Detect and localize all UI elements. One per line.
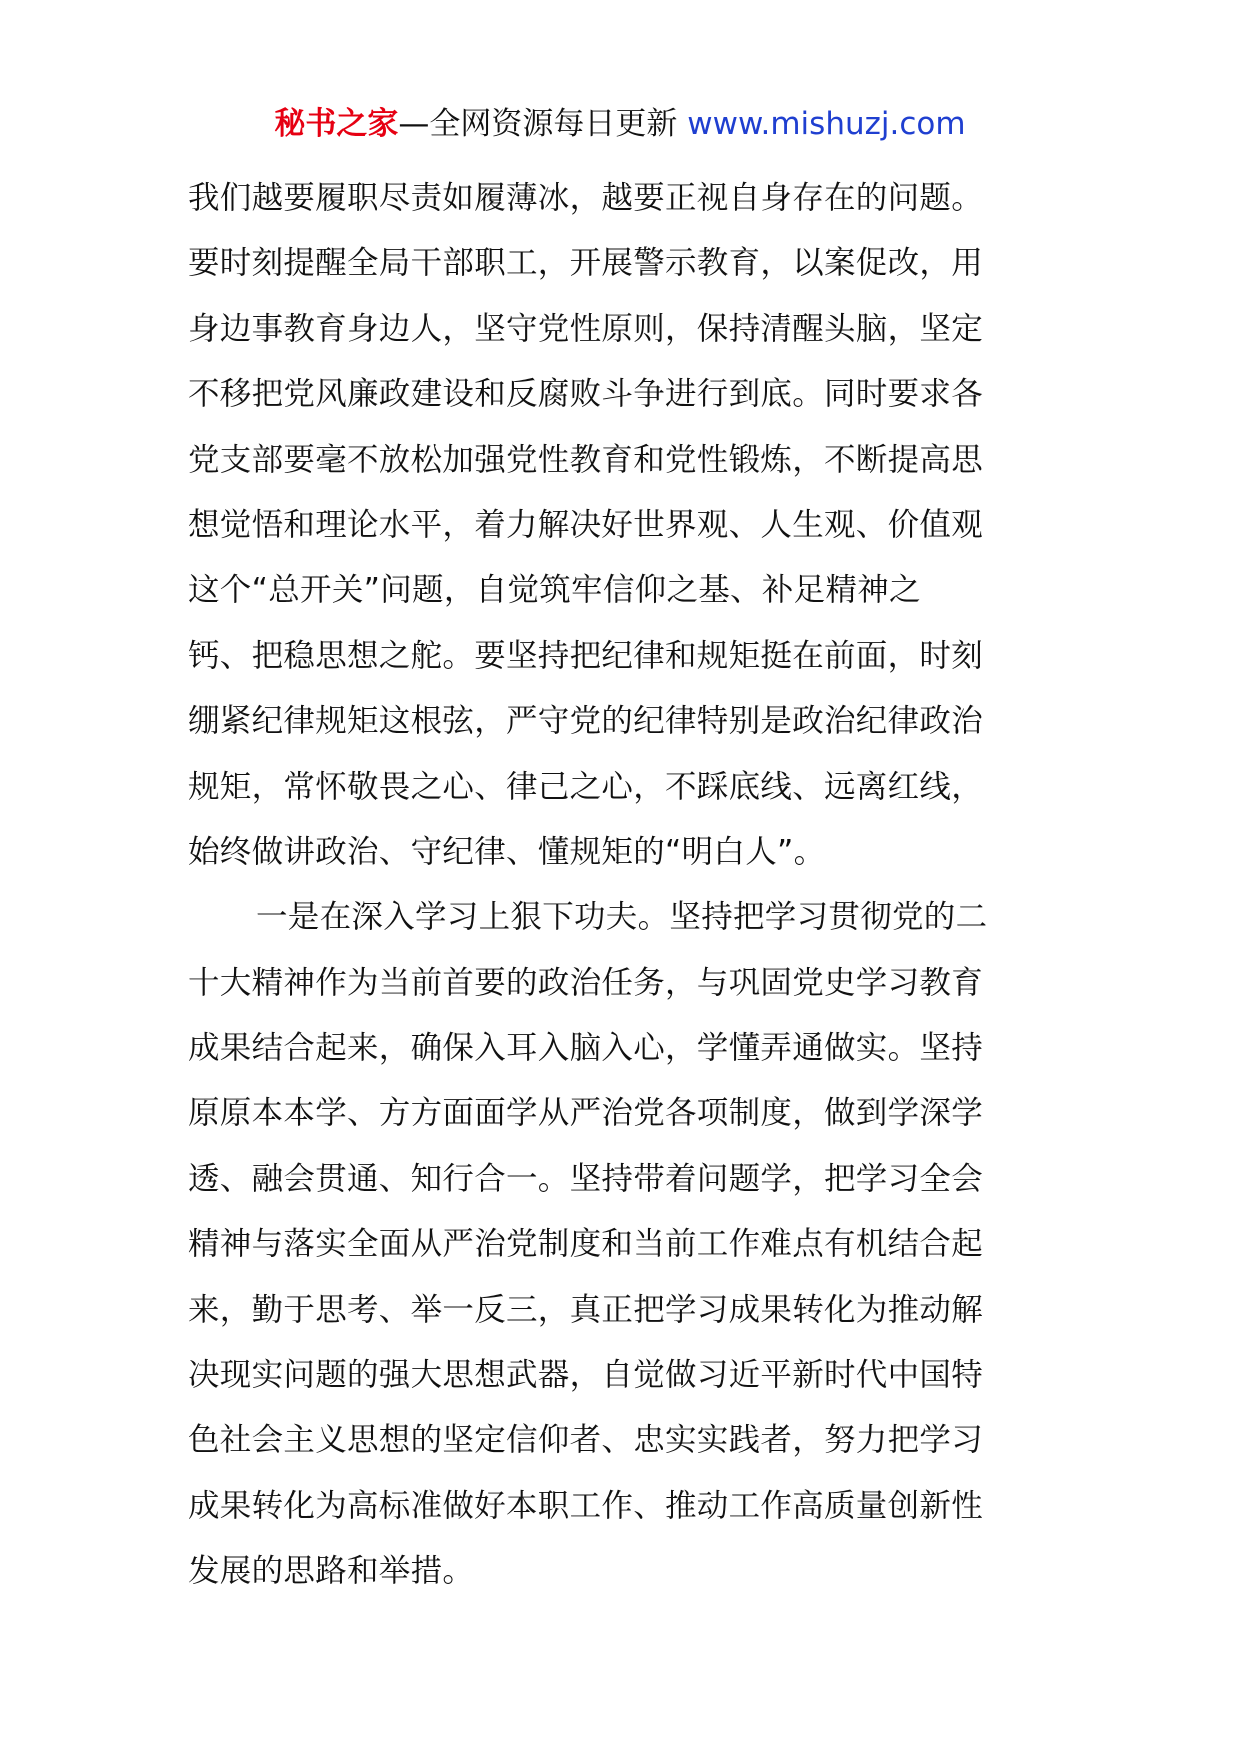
paragraph-2: [188, 885, 1060, 1604]
text-line: 想觉悟和理论水平，着力解决好世界观、人生观、价值观: [188, 506, 984, 543]
header-url-link[interactable]: www.mishuzj.com: [687, 106, 966, 142]
header-brand: 秘书之家: [274, 106, 399, 142]
text-line: 一是在深入学习上狠下功夫。坚持把学习贯彻党的二: [256, 899, 988, 936]
text-line: 我们越要履职尽责如履薄冰，越要正视自身存在的问题。: [188, 180, 984, 216]
text-line: 色社会主义思想的坚定信仰者、忠实实践者，努力把学习: [188, 1422, 984, 1459]
text-line: 钙、把稳思想之舵。要坚持把纪律和规矩挺在前面，时刻: [188, 637, 984, 674]
text-line: 发展的思路和举措。: [188, 1553, 475, 1590]
text-line: 透、融会贯通、知行合一。坚持带着问题学，把学习全会: [188, 1160, 984, 1197]
header-slogan: —全网资源每日更新: [398, 106, 688, 142]
paragraph-1: [188, 166, 1060, 885]
text-line: 十大精神作为当前首要的政治任务，与巩固党史学习教育: [188, 964, 984, 1001]
text-line: 来，勤于思考、举一反三，真正把学习成果转化为推动解: [188, 1291, 984, 1328]
page-header: [0, 102, 1240, 146]
text-line: 身边事教育身边人，坚守党性原则，保持清醒头脑，坚定: [188, 310, 984, 347]
text-line: 要时刻提醒全局干部职工，开展警示教育，以案促改，用: [188, 245, 984, 282]
text-line: 党支部要毫不放松加强党性教育和党性锻炼，不断提高思: [188, 441, 984, 478]
text-line: 不移把党风廉政建设和反腐败斗争进行到底。同时要求各: [188, 376, 984, 413]
text-line: 精神与落实全面从严治党制度和当前工作难点有机结合起: [188, 1226, 984, 1263]
text-line: 成果结合起来，确保入耳入脑入心，学懂弄通做实。坚持: [188, 1030, 984, 1067]
text-line: 始终做讲政治、守纪律、懂规矩的“明白人”。: [188, 833, 826, 870]
document-body: [188, 166, 1060, 1605]
text-line: 规矩，常怀敬畏之心、律己之心，不踩底线、远离红线，: [188, 768, 984, 805]
text-line: 原原本本学、方方面面学从严治党各项制度，做到学深学: [188, 1095, 984, 1132]
text-line: 决现实问题的强大思想武器，自觉做习近平新时代中国特: [188, 1357, 984, 1394]
text-line: 绷紧纪律规矩这根弦，严守党的纪律特别是政治纪律政治: [188, 703, 984, 740]
text-line: 这个“总开关”问题，自觉筑牢信仰之基、补足精神之: [188, 572, 921, 609]
text-line: 成果转化为高标准做好本职工作、推动工作高质量创新性: [188, 1487, 984, 1524]
